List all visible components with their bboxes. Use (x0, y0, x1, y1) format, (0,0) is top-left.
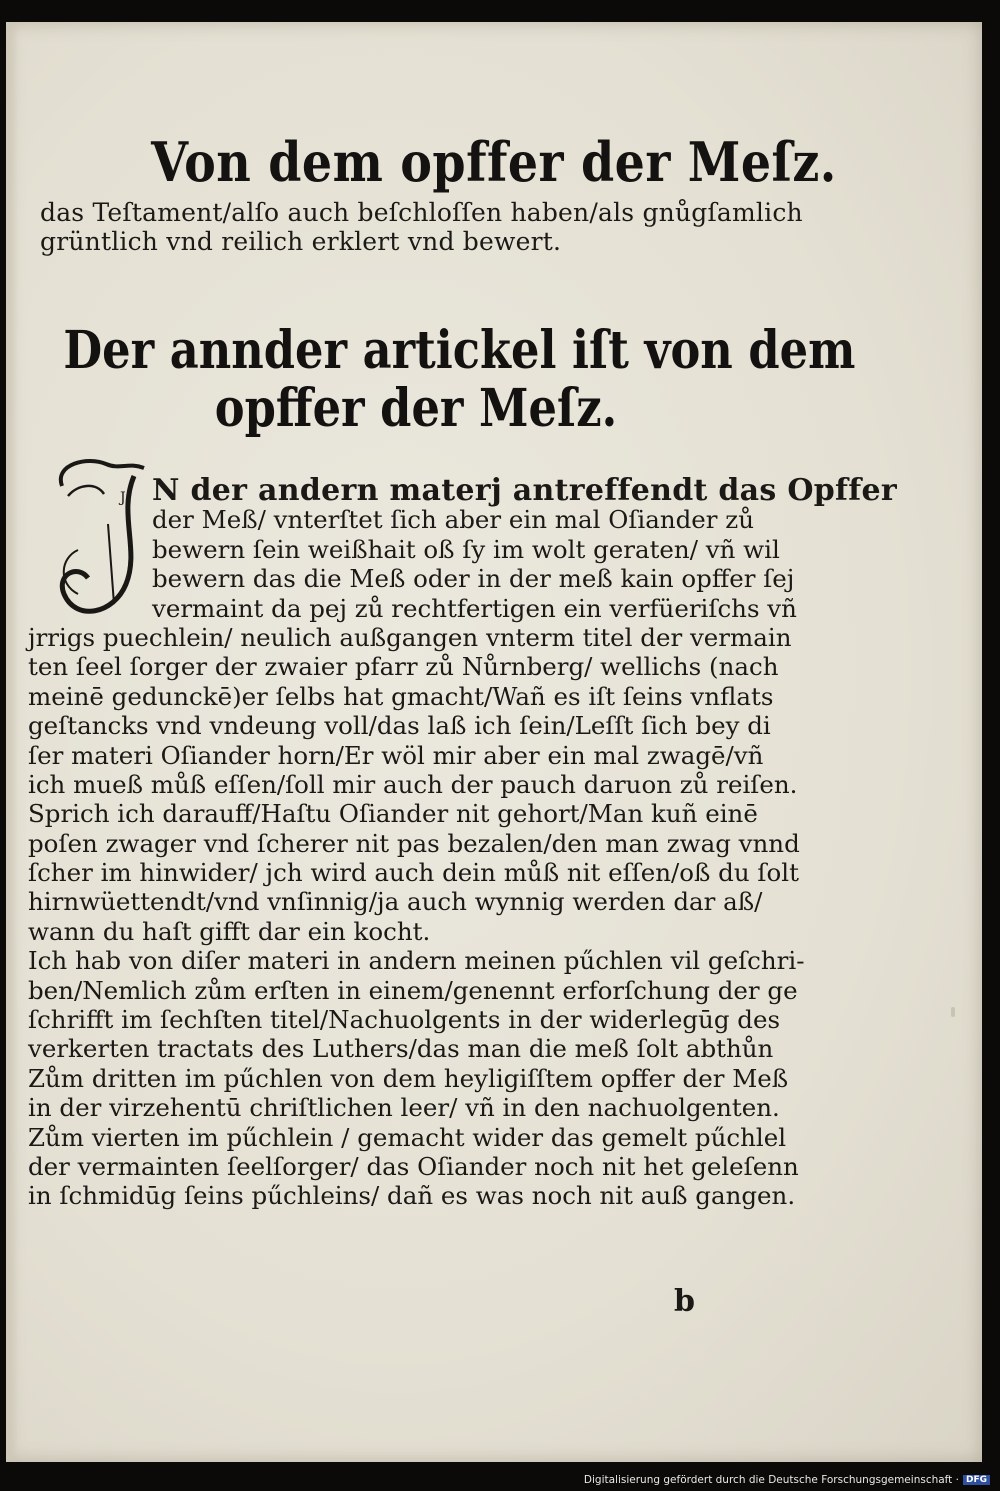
text-line: meinē gedunckē)er ſelbs hat gmacht/Wañ es iſt ſeins vnflats (28, 681, 774, 711)
text-line: der Meß/ vnterſtet ſich aber ein mal Oſiander zů (152, 505, 754, 535)
heading-line: Der annder artickel iſt von dem (63, 320, 856, 381)
text-line: wann du haſt gifft dar ein kocht. (28, 916, 431, 946)
text-line: ſcher im hinwider/ jch wird auch dein můß nit eſſen/oß du ſolt (28, 858, 799, 888)
text-line: N der andern materj antreffendt das Opffer (152, 473, 897, 508)
text-line: ich mueß můß eſſen/ſoll mir auch der pauch daruon zů reiſen. (28, 769, 798, 799)
text-line: Zům dritten im pűchlen von dem heyligiſſtem opffer der Meß (28, 1063, 789, 1093)
text-line: Sprich ich darauff/Haſtu Oſiander nit gehort/Man kuñ einē (28, 799, 758, 829)
text-line: poſen zwager vnd ſcherer nit pas bezalen/den man zwag vnnd (28, 828, 800, 858)
text-line: das Teſtament/alſo auch beſchloſſen haben/als gnůgſamlich (40, 198, 803, 227)
page-gutter-shadow (6, 22, 18, 1462)
text-line: vermaint da pej zů rechtfertigen ein verfüeriſchs vñ (152, 593, 797, 623)
book-page (6, 22, 982, 1462)
text-line: ten ſeel ſorger der zwaier pfarr zů Nůrnberg/ wellichs (nach (28, 652, 779, 682)
digitization-credit (584, 1474, 990, 1486)
text-line: ſer materi Oſiander horn/Er wöl mir aber ein mal zwagē/vñ (28, 740, 764, 770)
text-line: hirnwüettendt/vnd vnſinnig/ja auch wynnig werden dar aß/ (28, 887, 763, 917)
initial-letter-text: J (120, 490, 126, 506)
text-line: jrrigs puechlein/ neulich außgangen vnterm titel der vermain (28, 622, 792, 652)
text-line: bewern das die Meß oder in der meß kain opffer ſej (152, 564, 795, 594)
running-head: Von dem opffer der Meſz. (151, 130, 837, 194)
text-line: ben/Nemlich zům erſten in einem/genennt erforſchung der ge (28, 975, 798, 1005)
section-heading (63, 320, 856, 439)
text-line: Ich hab von diſer materi in andern meinen pűchlen vil geſchri- (28, 946, 805, 976)
text-line: in der virzehentū chriſtlichen leer/ vñ in den nachuolgenten. (28, 1093, 780, 1123)
credit-text: Digitalisierung gefördert durch die Deutsche Forschungsgemeinschaft · (583, 1474, 959, 1486)
heading-line: opffer der Meſz. (214, 378, 618, 439)
paper-stain (951, 1007, 955, 1017)
text-line: in ſchmidūg ſeins pűchleins/ dañ es was noch nit auß gangen. (28, 1181, 796, 1211)
text-line: ſchrifft im ſechſten titel/Nachuolgents in der widerlegūg des (28, 1005, 781, 1035)
text-line: geſtancks vnd vndeung voll/das laß ich ſein/Leſſt ſich bey di (28, 711, 771, 741)
continuation-text (40, 198, 820, 256)
text-line: Zům vierten im pűchlein / gemacht wider das gemelt pűchlel (28, 1122, 787, 1152)
signature-mark: b (674, 1284, 695, 1319)
body-text (28, 473, 897, 1211)
dfg-logo: DFG (963, 1475, 990, 1485)
text-line: grüntlich vnd reilich erklert vnd bewert. (40, 227, 562, 256)
text-line: verkerten tractats des Luthers/das man die meß ſolt abthůn (28, 1034, 774, 1064)
text-line: der vermainten ſeelſorger/ das Oſiander noch nit het geleſenn (28, 1151, 799, 1181)
text-line: bewern ſein weißhait oß ſy im wolt geraten/ vñ wil (152, 534, 780, 564)
